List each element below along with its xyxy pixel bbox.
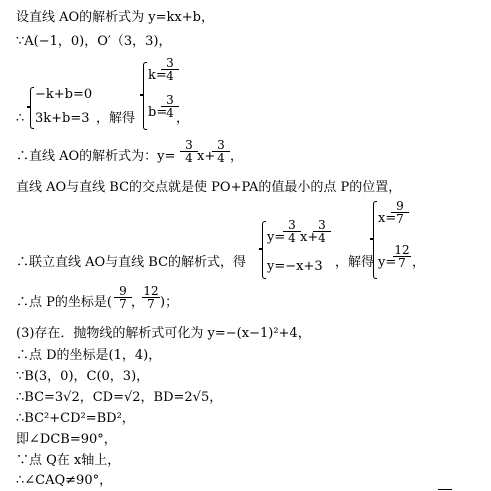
denominator: 4 <box>166 69 174 83</box>
numerator: 12 <box>143 284 159 298</box>
system1-equation-2: 3k+b=3 <box>35 111 90 126</box>
brace-tip <box>140 94 143 96</box>
brace-tip <box>370 238 373 240</box>
denominator: 7 <box>119 297 127 311</box>
solution-k-fraction <box>161 57 179 82</box>
left-brace <box>30 87 34 129</box>
numerator: 12 <box>394 243 410 257</box>
denominator: 4 <box>166 106 174 120</box>
solution-x-fraction <box>391 200 409 225</box>
line-text: ∴直线 AO的解析式为：y= <box>16 149 176 164</box>
line-intersection-note: 直线 AO与直线 BC的交点就是使 PO+PA的值最小的点 P的位置， <box>16 180 402 195</box>
line-points-a-o: ∵A(−1，0)，O′（3，3)， <box>16 34 172 49</box>
brace-tip <box>27 106 30 108</box>
denominator: 4 <box>217 151 225 165</box>
denominator: 7 <box>396 212 404 226</box>
system2-lead: ∴联立直线 AO与直线 BC的解析式，得 <box>16 255 247 270</box>
system2-eq1-lhs: y= <box>267 230 286 245</box>
left-brace <box>373 201 377 279</box>
numerator: 9 <box>391 200 409 213</box>
line-text-mid: x+ <box>197 149 216 164</box>
numerator: 3 <box>180 139 198 152</box>
system2-eq2: y=−x+3 <box>267 259 323 274</box>
left-brace <box>262 221 266 279</box>
line-text: ∴点 P的坐标是( <box>16 295 112 310</box>
line-lengths: ∴BC=3√2，CD=√2，BD=2√5， <box>16 390 223 405</box>
system1-equation-1: −k+b=0 <box>35 87 93 102</box>
numerator: 3 <box>161 57 179 70</box>
numerator: 3 <box>283 219 301 232</box>
numerator: 3 <box>313 219 331 232</box>
therefore-symbol: ∴ <box>16 111 25 126</box>
solution-b-var: b= <box>148 105 168 120</box>
line-pythagoras: ∴BC²+CD²=BD²， <box>16 411 135 426</box>
trailing-rule <box>438 489 452 490</box>
line-end: )； <box>160 295 179 310</box>
fraction-intercept <box>313 219 331 244</box>
fraction-px <box>114 285 132 310</box>
line-part3: (3)存在．抛物线的解析式可化为 y=−(x−1)²+4， <box>16 326 311 341</box>
system2-eq1-mid: x+ <box>300 230 319 245</box>
denominator: 4 <box>185 151 193 165</box>
comma: ， <box>176 111 190 126</box>
solution-x-var: x= <box>378 211 397 226</box>
comma: ， <box>131 295 145 310</box>
left-brace <box>143 62 147 130</box>
fraction-slope <box>283 219 301 244</box>
comma: ， <box>412 255 426 270</box>
solution-y-var: y= <box>378 255 397 270</box>
fraction-slope <box>180 139 198 164</box>
numerator: 9 <box>114 285 132 298</box>
line-set-ao-equation: 设直线 AO的解析式为 y=kx+b， <box>16 10 214 25</box>
solution-y-fraction <box>393 244 411 269</box>
line-q-on-x-axis: ∵点 Q在 x轴上， <box>16 453 121 468</box>
denominator: 7 <box>147 297 155 311</box>
denominator: 4 <box>288 231 296 245</box>
denominator: 7 <box>398 256 406 270</box>
numerator: 3 <box>161 94 179 107</box>
solve-text: ，解得 <box>335 255 375 270</box>
denominator: 4 <box>318 231 326 245</box>
comma: ， <box>230 149 244 164</box>
line-angle-caq: ∴∠CAQ≠90°， <box>16 473 113 488</box>
line-point-d: ∴点 D的坐标是(1，4)， <box>16 348 162 363</box>
solve-text: ，解得 <box>96 111 136 126</box>
brace-tip <box>259 248 262 250</box>
numerator: 3 <box>212 139 230 152</box>
solution-k-var: k= <box>148 68 167 83</box>
line-right-angle: 即∠DCB=90°， <box>16 432 117 447</box>
line-points-b-c: ∵B(3，0)，C(0，3)， <box>16 369 150 384</box>
fraction-intercept <box>212 139 230 164</box>
fraction-py <box>142 285 160 310</box>
